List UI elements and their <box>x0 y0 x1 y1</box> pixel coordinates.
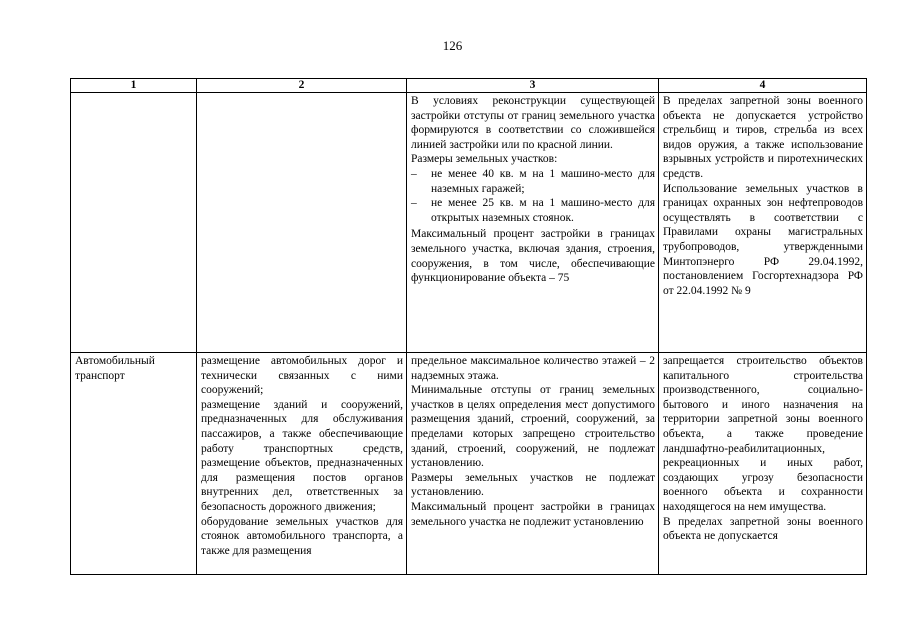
page-number: 126 <box>442 38 463 53</box>
column-header-1: 1 <box>71 79 197 93</box>
table-header-row <box>71 79 867 93</box>
row2-parameters-cell <box>407 353 659 575</box>
table-row <box>71 93 867 353</box>
restricted-zone-paragraph: В пределах запретной зоны военного объекта не допускается устройство стрельбищ и тиров, стрельба из всех видов оружия, а также использование взрывных устройств и пиротехнических средств. <box>663 95 863 180</box>
setbacks-paragraph: Минимальные отступы от границ земельных участков в целях определения мест допустимого размещения зданий, строений, сооружений, за пределами которых запрещено строительство зданий, строений, сооружений, не подлежат установлению. <box>411 384 655 470</box>
row1-parameters-cell <box>407 93 659 353</box>
max-coverage-paragraph: Максимальный процент застройки в границах земельного участка, включая здания, строения, сооружения, в том числе, обеспечивающие функционирование объекта – 75 <box>411 228 655 285</box>
row1-restrictions-cell <box>659 93 867 353</box>
table-row <box>71 353 867 575</box>
regulations-table <box>70 78 867 575</box>
max-coverage-paragraph: Максимальный процент застройки в границах земельного участка не подлежит установлению <box>411 500 655 528</box>
plot-sizes-paragraph: Размеры земельных участков не подлежат установлению. <box>411 471 655 499</box>
row1-description-cell <box>197 93 407 353</box>
list-item-text: не менее 25 кв. м на 1 машино-место для открытых наземных стоянок. <box>431 197 655 224</box>
row2-use-type-cell: Автомобильный транспорт <box>71 353 197 575</box>
column-header-4: 4 <box>659 79 867 93</box>
buildings-paragraph: размещение зданий и сооружений, предназначенных для обслуживания пассажиров, а также обеспечивающие работу транспортных средств, размещение объектов, предназначенных для размещения постов органов внутренних дел, ответственных за безопасность дорожного движения; <box>201 398 403 513</box>
column-header-2: 2 <box>197 79 407 93</box>
row2-description-cell <box>197 353 407 575</box>
list-item <box>411 167 655 196</box>
row1-use-type-cell <box>71 93 197 353</box>
row2-restrictions-cell <box>659 353 867 575</box>
column-header-3: 3 <box>407 79 659 93</box>
plot-sizes-heading: Размеры земельных участков: <box>411 153 558 166</box>
roads-paragraph: размещение автомобильных дорог и технически связанных с ними сооружений; <box>201 355 403 397</box>
pipeline-zone-paragraph: Использование земельных участков в границах охранных зон нефтепроводов осуществлять в соответствии с Правилами охраны магистральных трубопроводов, утвержденными Минтопэнерго РФ 29.04.1992, постановлением Госгортехнадзора РФ от 22.04.1992 № 9 <box>663 182 863 297</box>
parking-paragraph: оборудование земельных участков для стоянок автомобильного транспорта, а также для размещения <box>201 515 403 557</box>
restricted-zone-paragraph: В пределах запретной зоны военного объекта не допускается <box>663 515 863 543</box>
floors-paragraph: предельное максимальное количество этажей – 2 надземных этажа. <box>411 355 655 382</box>
dash-marker: – <box>411 167 417 180</box>
construction-ban-paragraph: запрещается строительство объектов капитального строительства производственного, социально-бытового и иного назначения на территории запретной зоны военного объекта, а также проведение ландшафтно-реабилитационных, рекреационных и иных работ, создающих угрозу безопасности военного объекта и сохранности находящегося на нем имущества. <box>663 355 863 513</box>
list-item-text: не менее 40 кв. м на 1 машино-место для наземных гаражей; <box>431 167 655 195</box>
plot-sizes-list <box>411 167 655 225</box>
reconstruction-paragraph: В условиях реконструкции существующей застройки отступы от границ земельного участка формируются в соответствии со сложившейся линией застройки или по красной линии. <box>411 95 655 151</box>
list-item <box>411 196 655 225</box>
dash-marker: – <box>411 197 417 210</box>
